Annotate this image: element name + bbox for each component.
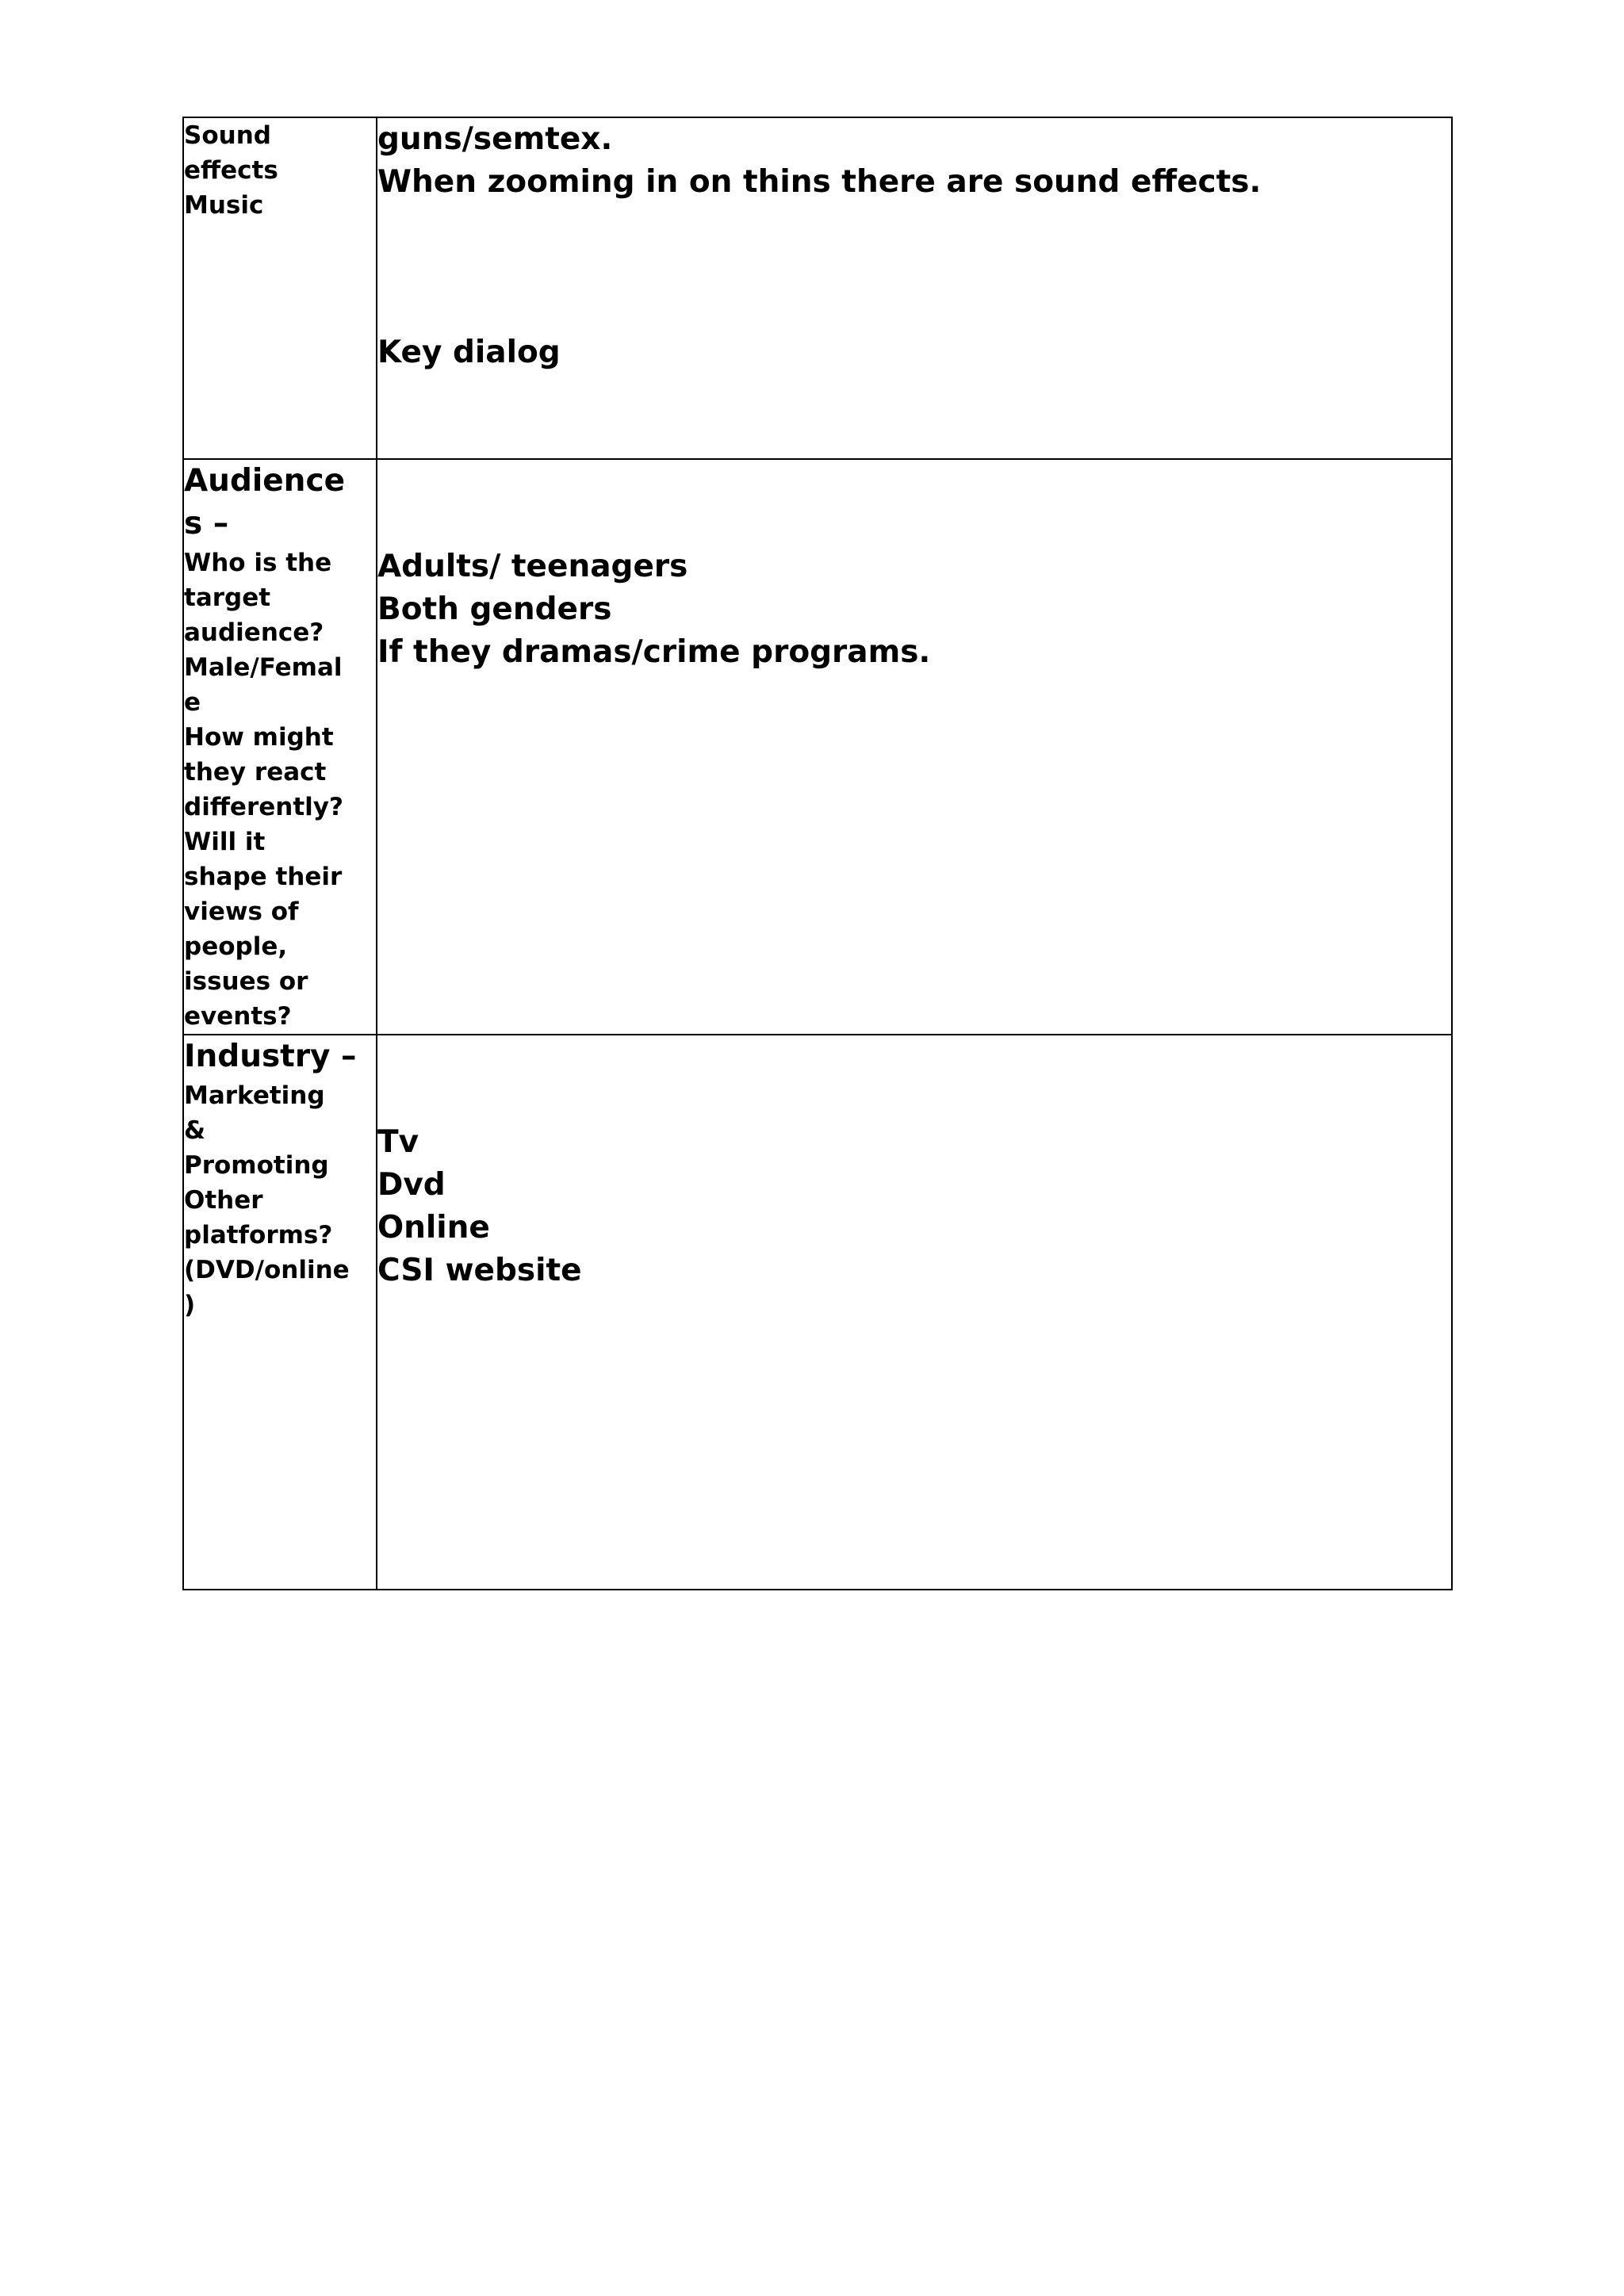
content-line: Adults/ teenagers (377, 549, 688, 584)
label-line: Will it (184, 828, 266, 856)
label-line: Marketing (184, 1081, 325, 1110)
row-label-cell-audiences (183, 459, 377, 1035)
table-row-sound (183, 117, 1452, 459)
section-heading: Audience (184, 463, 346, 499)
label-line: Other (184, 1186, 263, 1215)
row-content-cell-audiences (377, 459, 1452, 1035)
content-line: guns/semtex. (377, 121, 613, 157)
label-line: ) (184, 1291, 196, 1319)
label-line: Sound (184, 121, 271, 150)
label-line: & (184, 1116, 206, 1145)
label-line: Music (184, 191, 264, 220)
section-heading: s – (184, 506, 229, 541)
row-label-cell-sound (183, 117, 377, 459)
label-line: differently? (184, 793, 343, 821)
content-line: CSI website (377, 1253, 582, 1288)
label-line: target (184, 584, 271, 612)
label-line: effects (184, 156, 278, 185)
row-content-cell-sound (377, 117, 1452, 459)
label-line: audience? (184, 618, 324, 647)
spacer (377, 460, 1451, 545)
row-label-cell-industry (183, 1035, 377, 1590)
content-line: Key dialog (377, 335, 561, 370)
label-line: people, (184, 932, 288, 961)
content-line: If they dramas/crime programs. (377, 634, 931, 670)
label-line: issues or (184, 967, 308, 996)
content-line: Dvd (377, 1167, 446, 1203)
label-line: (DVD/online (184, 1256, 350, 1284)
table-row-audiences (183, 459, 1452, 1035)
label-line: shape their (184, 863, 343, 891)
label-line: e (184, 688, 201, 717)
label-line: events? (184, 1002, 292, 1031)
label-line: How might (184, 723, 334, 752)
content-line: Tv (377, 1124, 419, 1160)
content-line: Both genders (377, 591, 612, 627)
label-line: Who is the (184, 549, 332, 577)
label-line: platforms? (184, 1221, 333, 1249)
label-line: views of (184, 897, 299, 926)
table-row-industry (183, 1035, 1452, 1590)
spacer (377, 1035, 1451, 1121)
content-line: When zooming in on thins there are sound effects. (377, 164, 1262, 200)
label-line: Male/Femal (184, 653, 343, 682)
content-line: Online (377, 1210, 490, 1246)
label-line: Promoting (184, 1151, 329, 1180)
section-heading: Industry – (184, 1039, 357, 1074)
document-table (182, 117, 1453, 1590)
label-line: they react (184, 758, 327, 786)
row-content-cell-industry (377, 1035, 1452, 1590)
spacer (377, 204, 1451, 331)
